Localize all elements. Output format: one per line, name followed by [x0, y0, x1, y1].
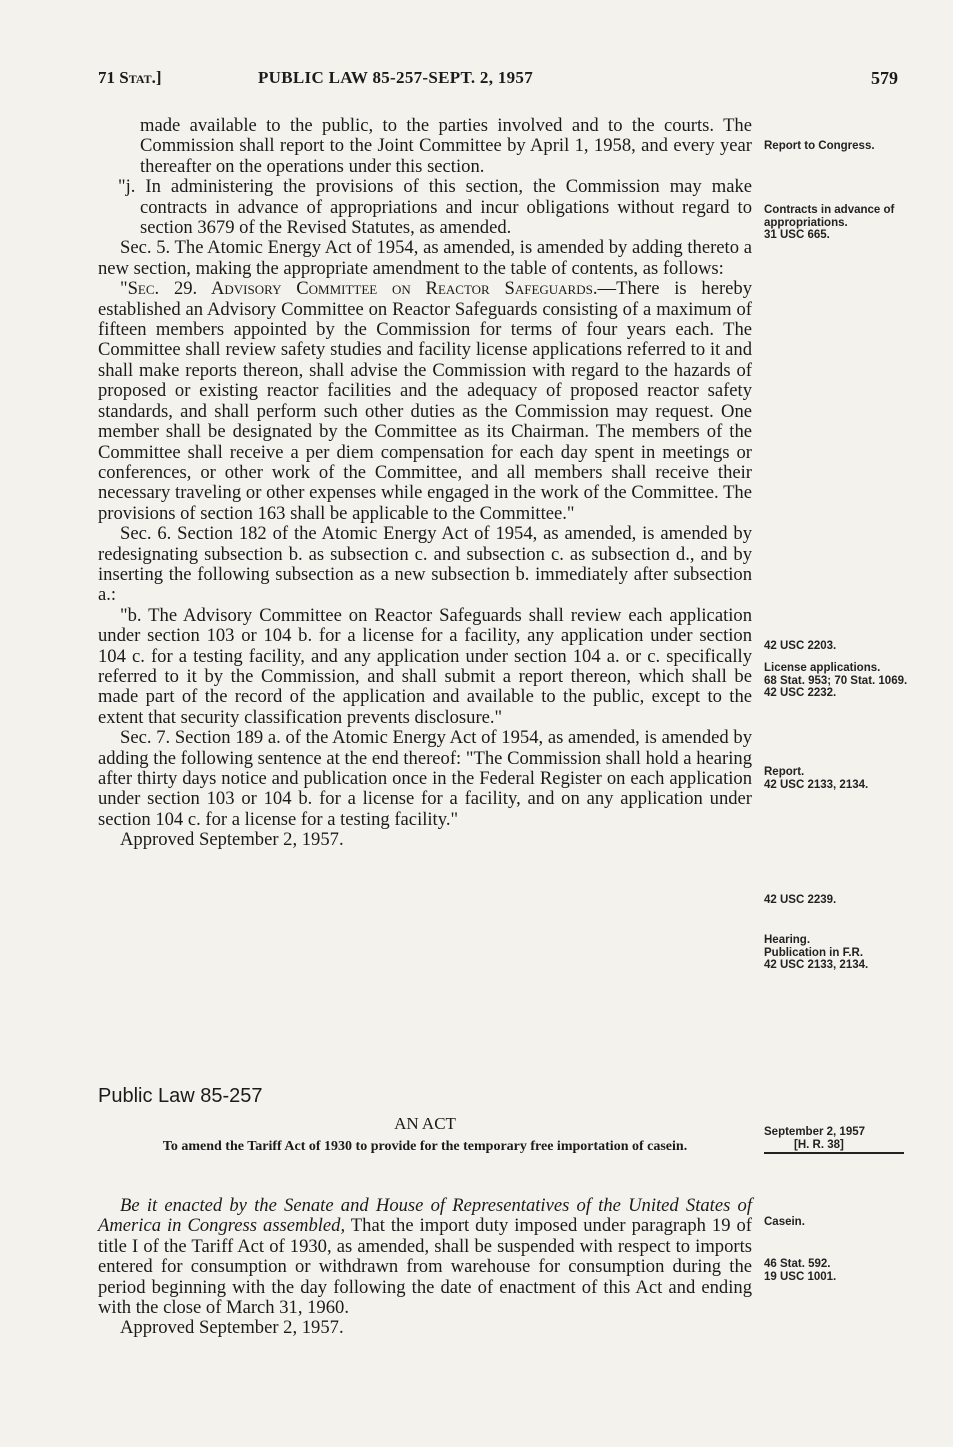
- section-29: [98, 279, 752, 524]
- margin-note-casein: Casein.: [764, 1216, 805, 1228]
- volume-reference: 71 Stat.]: [98, 68, 162, 87]
- enacting-text: [98, 1196, 752, 1339]
- act-heading: AN ACT: [394, 1114, 456, 1133]
- margin-note-hearing: Hearing. Publication in F.R. 42 USC 2133, 2134.: [764, 934, 869, 972]
- act-title: To amend the Tariff Act of 1930 to provide for the temporary free importation of casein.: [162, 1139, 688, 1154]
- section-6: Sec. 6. Section 182 of the Atomic Energy Act of 1954, as amended, is amended by redesignating subsection b. as subsection c. and subsection c. as subsection d., and by inserting the following subsection as a new subsection b. immediately after subsection a.:: [98, 523, 752, 606]
- margin-note-usc-2239: 42 USC 2239.: [764, 894, 837, 906]
- paragraph-continued: made available to the public, to the parties involved and to the courts. The Commission shall report to the Joint Committee by April 1, 1958, and every year thereafter on the operations under this section.: [140, 115, 752, 177]
- approval-line-2: Approved September 2, 1957.: [120, 1317, 344, 1339]
- margin-note-license: License applications. 68 Stat. 953; 70 Stat. 1069. 42 USC 2232.: [764, 662, 908, 700]
- margin-note-contracts: Contracts in advance of appropriations. 31 USC 665.: [764, 204, 895, 242]
- main-text: [98, 116, 752, 851]
- enacting-clause: Be it enacted by the Senate and House of Representatives of the United States of America in Congress assembled,: [98, 1195, 752, 1237]
- page-number: 579: [871, 68, 898, 88]
- subsection-b: "b. The Advisory Committee on Reactor Safeguards shall review each application under section 103 or 104 b. for a license for a facility, any application under section 104 c. for a testing facility, and any application under section 104 a. or c. specifically referred to it by the Commission, and shall submit a report thereon, which shall be made part of the record of the application and available to the public, except to the extent that security classification prevents disclosure.": [98, 604, 752, 728]
- margin-note-report-congress: Report to Congress.: [764, 140, 875, 152]
- enacting-paragraph: [98, 1196, 752, 1318]
- margin-note-stat-592: 46 Stat. 592. 19 USC 1001.: [764, 1258, 837, 1283]
- margin-divider: [764, 1152, 904, 1154]
- section-29-text: —There is hereby established an Advisory Committee on Reactor Safeguards consisting of a maximum of fifteen members appointed by the Commission for terms of four years each. The Committee shall review safety studies and facility license applications referred to it and shall make reports thereon, shall advise the Commission with regard to the hazards of proposed or existing reactor facilities and the adequacy of proposed reactor safety standards, and shall perform such other duties as the Commission may request. One member shall be designated by the Committee as its Chairman. The members of the Committee shall receive a per diem compensation for each day spent in meetings or conferences, or other work of the Committee, and all members shall receive their necessary traveling or other expenses while engaged in the work of the Committee. The provisions of section 163 shall be applicable to the Committee.": [98, 278, 752, 524]
- margin-note-usc-2203: 42 USC 2203.: [764, 640, 837, 652]
- enacting-body: That the import duty imposed under paragraph 19 of title I of the Tariff Act of 1930, as amended, shall be suspended with respect to imports entered for consumption or withdrawn from warehouse for consumption during the period beginning with the day following the date of enactment of this Act and ending with the close of March 31, 1960.: [98, 1215, 752, 1319]
- section-29-heading: "Sec. 29. Advisory Committee on Reactor Safeguards.: [120, 278, 598, 300]
- approval-line: Approved September 2, 1957.: [120, 829, 344, 851]
- subsection-j: "j. In administering the provisions of this section, the Commission may make contracts in advance of appropriations and incur obligations without regard to section 3679 of the Revised Statutes, as amended.: [118, 176, 752, 239]
- margin-note-date: September 2, 1957 [H. R. 38]: [764, 1126, 866, 1151]
- page-header: [98, 68, 906, 94]
- section-7: Sec. 7. Section 189 a. of the Atomic Energy Act of 1954, as amended, is amended by adding the following sentence at the end thereof: "The Commission shall hold a hearing after thirty days notice and publication once in the Federal Register on each application under section 103 or 104 b. for a license for a facility, and on any application under section 104 c. for a license for a testing facility.": [98, 727, 752, 830]
- section-5: Sec. 5. The Atomic Energy Act of 1954, as amended, is amended by adding thereto a new section, making the appropriate amendment to the table of contents, as follows:: [98, 237, 752, 279]
- public-law-title: Public Law 85-257: [98, 1085, 263, 1107]
- margin-note-report: Report. 42 USC 2133, 2134.: [764, 766, 869, 791]
- running-title: PUBLIC LAW 85-257-SEPT. 2, 1957: [258, 68, 534, 87]
